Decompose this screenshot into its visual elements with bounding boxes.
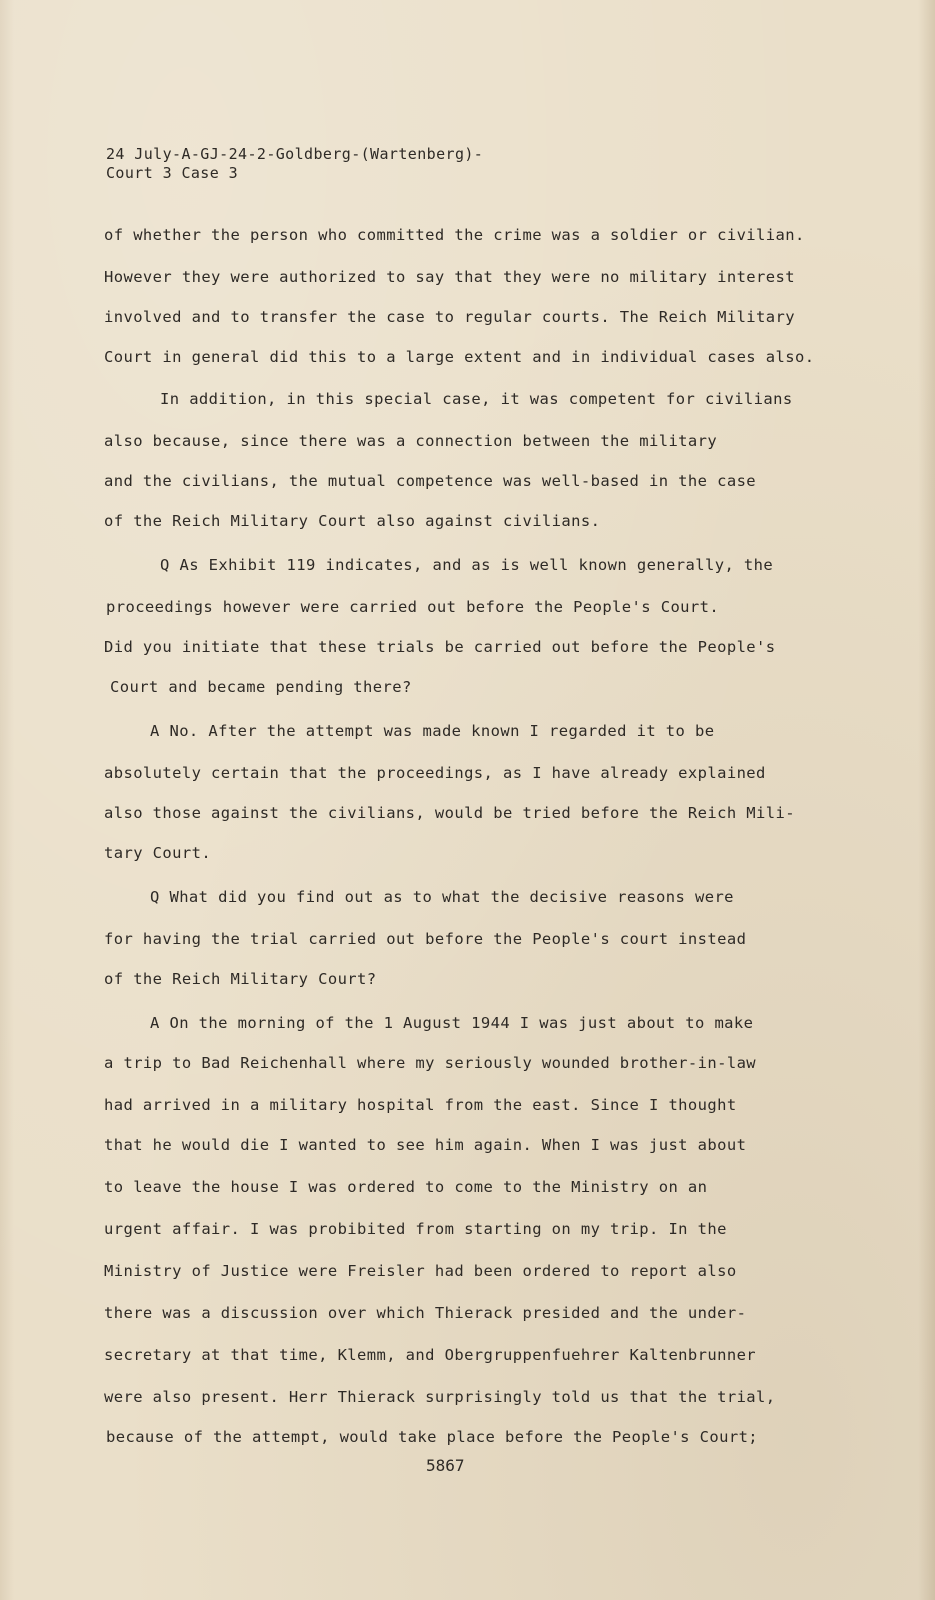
header-reference-line: 24 July-A-GJ-24-2-Goldberg-(Wartenberg)- bbox=[106, 145, 484, 163]
body-line: of the Reich Military Court? bbox=[104, 970, 377, 988]
body-line: Q What did you find out as to what the decisive reasons were bbox=[150, 888, 734, 906]
body-line: A No. After the attempt was made known I regarded it to be bbox=[150, 722, 715, 740]
body-line: tary Court. bbox=[104, 844, 212, 862]
header-court-line: Court 3 Case 3 bbox=[106, 164, 239, 182]
body-line: that he would die I wanted to see him again. When I was just about bbox=[104, 1136, 747, 1154]
page-number: 5867 bbox=[426, 1456, 465, 1475]
document-header bbox=[106, 145, 483, 183]
body-line: However they were authorized to say that they were no military interest bbox=[104, 268, 795, 286]
body-line: because of the attempt, would take place before the People's Court; bbox=[106, 1428, 759, 1446]
body-line: had arrived in a military hospital from the east. Since I thought bbox=[104, 1096, 737, 1114]
body-line: secretary at that time, Klemm, and Obergruppenfuehrer Kaltenbrunner bbox=[104, 1346, 757, 1364]
body-line: also those against the civilians, would be tried before the Reich Mili- bbox=[104, 804, 795, 822]
body-line: of whether the person who committed the crime was a soldier or civilian. bbox=[104, 226, 805, 244]
body-line: of the Reich Military Court also against civilians. bbox=[104, 512, 601, 530]
body-line: absolutely certain that the proceedings, as I have already explained bbox=[104, 764, 766, 782]
body-line: Court and became pending there? bbox=[110, 678, 412, 696]
body-line: Did you initiate that these trials be carried out before the People's bbox=[104, 638, 776, 656]
body-line: were also present. Herr Thierack surprisingly told us that the trial, bbox=[104, 1388, 776, 1406]
body-line: for having the trial carried out before the People's court instead bbox=[104, 930, 747, 948]
body-line: urgent affair. I was probibited from starting on my trip. In the bbox=[104, 1220, 727, 1238]
body-line: Ministry of Justice were Freisler had been ordered to report also bbox=[104, 1262, 737, 1280]
body-line: proceedings however were carried out before the People's Court. bbox=[106, 598, 720, 616]
body-line: also because, since there was a connection between the military bbox=[104, 432, 718, 450]
body-line: Court in general did this to a large extent and in individual cases also. bbox=[104, 348, 815, 366]
body-line: there was a discussion over which Thierack presided and the under- bbox=[104, 1304, 747, 1322]
body-line: A On the morning of the 1 August 1944 I was just about to make bbox=[150, 1014, 754, 1032]
body-line: to leave the house I was ordered to come to the Ministry on an bbox=[104, 1178, 708, 1196]
body-line: and the civilians, the mutual competence was well-based in the case bbox=[104, 472, 757, 490]
body-line: a trip to Bad Reichenhall where my seriously wounded brother-in-law bbox=[104, 1054, 757, 1072]
body-line: Q As Exhibit 119 indicates, and as is well known generally, the bbox=[160, 556, 774, 574]
body-line: In addition, in this special case, it was competent for civilians bbox=[160, 390, 793, 408]
body-line: involved and to transfer the case to regular courts. The Reich Military bbox=[104, 308, 795, 326]
